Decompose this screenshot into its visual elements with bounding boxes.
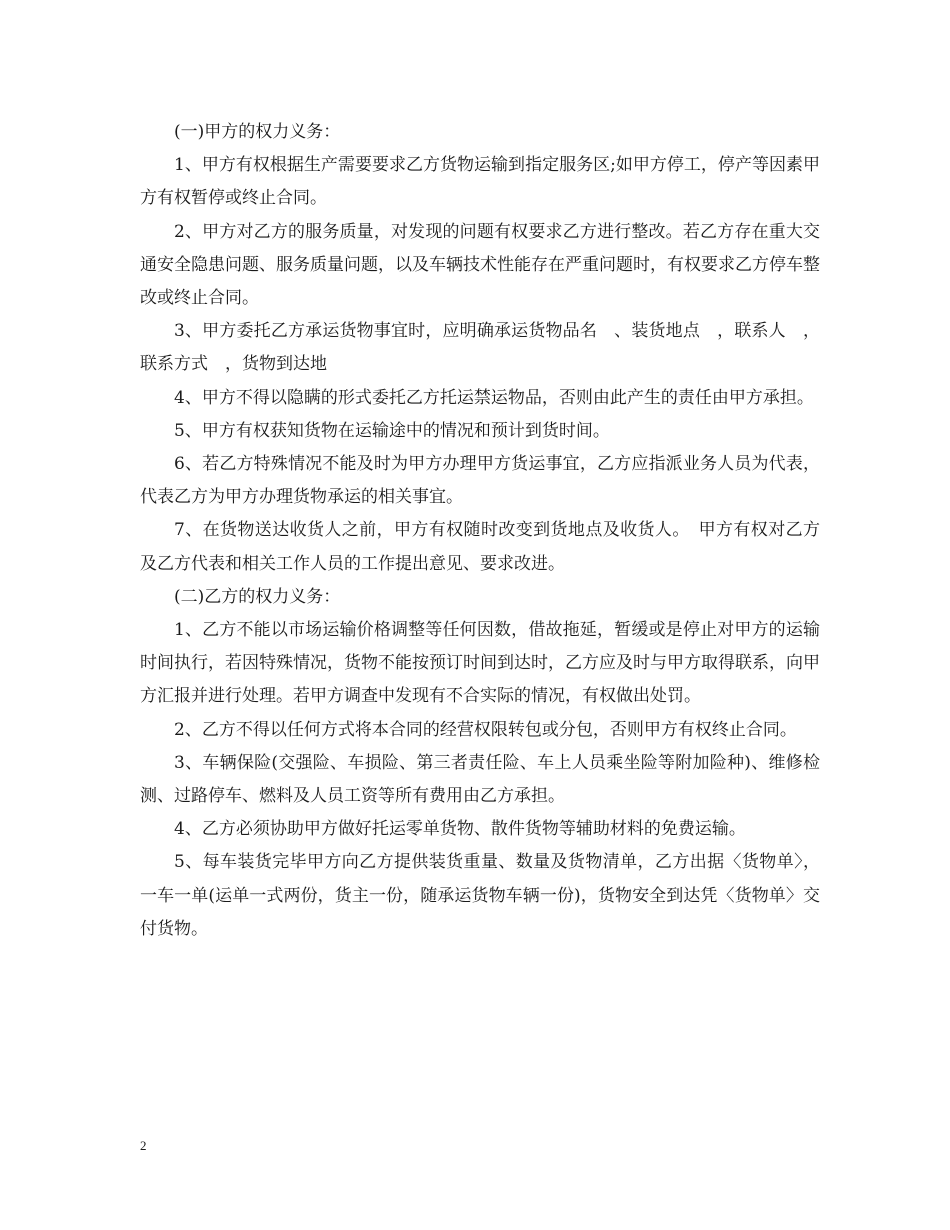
- paragraph-b1: 1、乙方不能以市场运输价格调整等任何因数，借故拖延，暂缓或是停止对甲方的运输时间执行，若因特殊情况，货物不能按预订时间到达时，乙方应及时与甲方取得联系，向甲方汇报并进行处理。若甲方调查中发现有不合实际的情况，有权做出处罚。: [140, 620, 820, 707]
- paragraph-a1: 1、甲方有权根据生产需要要求乙方货物运输到指定服务区;如甲方停工，停产等因素甲方有权暂停或终止合同。: [140, 155, 820, 209]
- paragraph-a4: 4、甲方不得以隐瞒的形式委托乙方托运禁运物品，否则由此产生的责任由甲方承担。: [174, 387, 814, 408]
- paragraph-a6: 6、若乙方特殊情况不能及时为甲方办理甲方货运事宜，乙方应指派业务人员为代表，代表乙方为甲方办理货物承运的相关事宜。: [140, 454, 820, 508]
- section-heading-party-b: (二)乙方的权力义务：: [174, 586, 341, 607]
- page-number: 2: [140, 1138, 147, 1153]
- paragraph-a7: 7、在货物送达收货人之前，甲方有权随时改变到货地点及收货人。 甲方有权对乙方及乙方代表和相关工作人员的工作提出意见、要求改进。: [140, 520, 820, 574]
- paragraph-a2: 2、甲方对乙方的服务质量，对发现的问题有权要求乙方进行整改。若乙方存在重大交通安全隐患问题、服务质量问题，以及车辆技术性能存在严重问题时，有权要求乙方停车整改或终止合同。: [140, 221, 820, 309]
- paragraph-b3: 3、车辆保险(交强险、车损险、第三者责任险、车上人员乘坐险等附加险种)、维修检测、过路停车、燃料及人员工资等所有费用由乙方承担。: [140, 752, 820, 807]
- paragraph-a3: 3、甲方委托乙方承运货物事宜时，应明确承运货物品名 、装货地点 ，联系人 ，联系方式 ，货物到达地: [140, 321, 820, 375]
- paragraph-b4: 4、乙方必须协助甲方做好托运零单货物、散件货物等辅助材料的免费运输。: [174, 819, 746, 840]
- section-heading-party-a: (一)甲方的权力义务：: [174, 122, 341, 142]
- paragraph-b2: 2、乙方不得以任何方式将本合同的经营权限转包或分包，否则甲方有权终止合同。: [174, 719, 797, 740]
- paragraph-a5: 5、甲方有权获知货物在运输途中的情况和预计到货时间。: [174, 420, 610, 441]
- paragraph-b5: 5、每车装货完毕甲方向乙方提供装货重量、数量及货物清单，乙方出据〈货物单〉，一车一单(运单一式两份，货主一份，随承运货物车辆一份)，货物安全到达凭〈货物单〉交付货物。: [140, 852, 820, 939]
- document-body: [140, 116, 820, 946]
